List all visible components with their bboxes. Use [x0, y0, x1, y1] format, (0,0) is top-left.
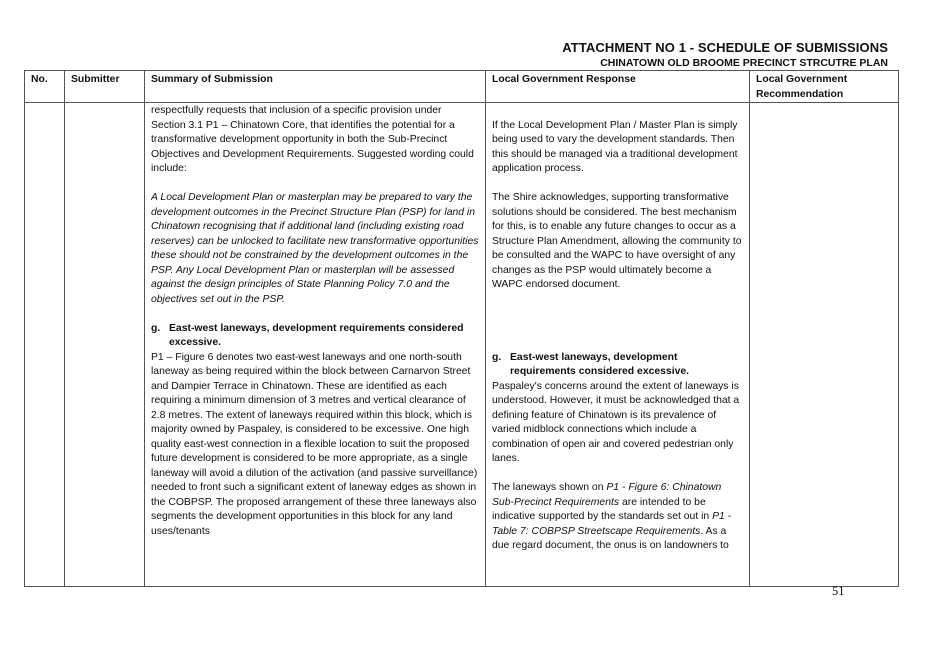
response-paragraph: The Shire acknowledges, supporting transformative solutions should be considered. The best mechanism for this, is to enable any future changes to occur as a Structure Plan Amendment, allowing the community to be consulted and the WAPC to have oversight of any changes as the PSP would ultimately become a WAPC endorsed document.	[492, 192, 742, 290]
table-row	[25, 103, 899, 587]
column-header-recommendation: Local Government Recommendation	[750, 71, 899, 103]
summary-item-label: g.	[151, 322, 161, 334]
summary-item-heading	[151, 322, 479, 351]
table-reference: P1 - Table 7: COBPSP Streetscape Requirements	[492, 511, 732, 537]
response-paragraph: The laneways shown on P1 - Figure 6: Chinatown Sub-Precinct Requirements are intended to be indicative supported by the standards set out in P1 - Table 7: COBPSP Streetscape Requirements. As a due regard document, the onus is on landowners to	[492, 482, 732, 551]
response-item-heading	[492, 351, 743, 380]
response-item-title: East-west laneways, development requirements considered excessive.	[510, 351, 690, 377]
column-header-response: Local Government Response	[486, 71, 750, 103]
summary-item-title: East-west laneways, development requirements considered excessive.	[169, 322, 464, 348]
document-subtitle: CHINATOWN OLD BROOME PRECINCT STRCUTRE PLAN	[600, 57, 888, 69]
table-header-row	[25, 71, 899, 103]
cell-no	[25, 103, 65, 587]
cell-response	[486, 103, 750, 587]
column-header-no: No.	[25, 71, 65, 103]
column-header-summary: Summary of Submission	[145, 71, 486, 103]
cell-summary	[145, 103, 486, 587]
summary-paragraph: respectfully requests that inclusion of a specific provision under Section 3.1 P1 – Chinatown Core, that identifies the potential for a transformative development opportunity in both the Sub-Precinct Objectives and Development Requirements. Suggested wording could include:	[151, 105, 474, 174]
summary-paragraph: P1 – Figure 6 denotes two east-west laneways and one north-south laneway as being required within the block between Carnarvon Street and Dampier Terrace in Chinatown. These are identified as each requiring a minimum dimension of 3 metres and vertical clearance of 2.8 metres. The extent of laneways required within this block, which is majority owned by Paspaley, is considered to be excessive. One high quality east-west connection in a flexible location to suit the proposed future development is considered to be more appropriate, as a single laneway will avoid a dilution of the activation (and passive surveillance) needed to front such a significant extent of laneway edges as shown in the COBPSP. The proposed arrangement of these three laneways also segments the development opportunities in this block for any land uses/tenants	[151, 351, 478, 537]
cell-recommendation	[750, 103, 899, 587]
summary-suggested-wording: A Local Development Plan or masterplan may be prepared to vary the development outcomes in the Precinct Structure Plan (PSP) for land in Chinatown recognising that if additional land (including existing road reserves) can be unlocked to facilitate new transformative opportunities these should not be constrained by the development outcomes in the PSP. Any Local Development Plan or masterplan will be assessed against the design principles of State Planning Policy 7.0 and the objectives set out in the PSP.	[151, 192, 479, 305]
document-title: ATTACHMENT NO 1 - SCHEDULE OF SUBMISSIONS	[562, 40, 888, 55]
figure-reference: P1 - Figure 6: Chinatown Sub-Precinct Requirements	[492, 482, 722, 508]
response-paragraph: Paspaley's concerns around the extent of laneways is understood. However, it must be acknowledged that a defining feature of Chinatown is its prevalence of varied midblock connections which include a combination of open air and covered pedestrian only lanes.	[492, 380, 740, 464]
cell-submitter	[65, 103, 145, 587]
response-item-label: g.	[492, 351, 502, 363]
submissions-table	[24, 70, 899, 587]
response-paragraph: If the Local Development Plan / Master Plan is simply being used to vary the development standards. Then this should be managed via a traditional development application process.	[492, 119, 738, 174]
page-number: 51	[832, 584, 845, 598]
column-header-submitter: Submitter	[65, 71, 145, 103]
